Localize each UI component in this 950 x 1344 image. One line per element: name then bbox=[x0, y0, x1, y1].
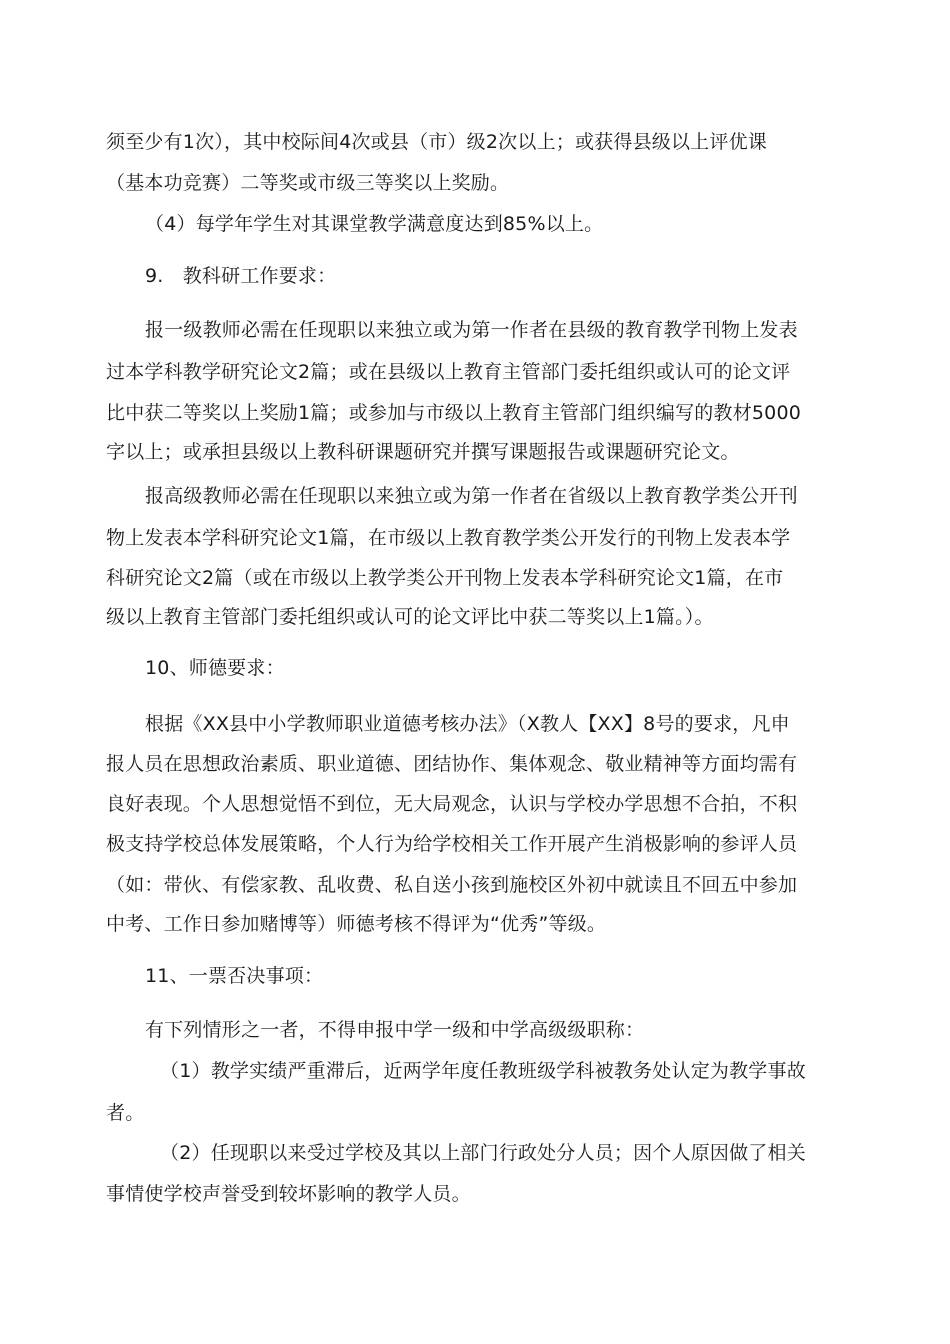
text-line: 物上发表本学科研究论文1篇，在市级以上教育教学类公开发行的刊物上发表本学 bbox=[106, 527, 791, 549]
text-line: 字以上；或承担县级以上教科研课题研究并撰写课题报告或课题研究论文。 bbox=[106, 441, 740, 463]
text-line: 科研究论文2篇（或在市级以上教学类公开刊物上发表本学科研究论文1篇，在市 bbox=[106, 567, 784, 589]
text-line: 报一级教师必需在任现职以来独立或为第一作者在县级的教育教学刊物上发表 bbox=[145, 319, 798, 341]
text-line: 者。 bbox=[106, 1102, 145, 1124]
text-line: 根据《XX县中小学教师职业道德考核办法》（X教人【XX】8号的要求，凡申 bbox=[145, 713, 790, 735]
text-line: 良好表现。个人思想觉悟不到位，无大局观念，认识与学校办学思想不合拍，不积 bbox=[106, 793, 798, 815]
text-line: 须至少有1次），其中校际间4次或县（市）级2次以上；或获得县级以上评优课 bbox=[106, 131, 767, 153]
text-line: 有下列情形之一者，不得申报中学一级和中学高级级职称： bbox=[145, 1019, 645, 1041]
text-line: 中考、工作日参加赌博等）师德考核不得评为“优秀”等级。 bbox=[106, 913, 607, 935]
text-line: 过本学科教学研究论文2篇；或在县级以上教育主管部门委托组织或认可的论文评 bbox=[106, 361, 791, 383]
text-line: （4）每学年学生对其课堂教学满意度达到85%以上。 bbox=[145, 213, 604, 235]
text-line: 报高级教师必需在任现职以来独立或为第一作者在省级以上教育教学类公开刊 bbox=[145, 485, 798, 507]
text-line: 报人员在思想政治素质、职业道德、团结协作、集体观念、敬业精神等方面均需有 bbox=[106, 753, 798, 775]
section-heading: 11、一票否决事项： bbox=[145, 965, 324, 987]
text-line: 极支持学校总体发展策略，个人行为给学校相关工作开展产生消极影响的参评人员 bbox=[106, 833, 798, 855]
text-line: 事情使学校声誉受到较坏影响的教学人员。 bbox=[106, 1183, 471, 1205]
text-line: （基本功竞赛）二等奖或市级三等奖以上奖励。 bbox=[106, 172, 510, 194]
text-line: （1）教学实绩严重滞后，近两学年度任教班级学科被教务处认定为教学事故 bbox=[160, 1060, 806, 1082]
section-heading: 10、师德要求： bbox=[145, 657, 285, 679]
text-line: 比中获二等奖以上奖励1篇；或参加与市级以上教育主管部门组织编写的教材5000 bbox=[106, 402, 802, 424]
text-line: （如：带伙、有偿家教、乱收费、私自送小孩到施校区外初中就读且不回五中参加 bbox=[106, 874, 798, 896]
section-heading: 9. 教科研工作要求： bbox=[145, 265, 337, 287]
text-line: （2）任现职以来受过学校及其以上部门行政处分人员；因个人原因做了相关 bbox=[160, 1142, 806, 1164]
text-line: 级以上教育主管部门委托组织或认可的论文评比中获二等奖以上1篇。）。 bbox=[106, 606, 714, 628]
